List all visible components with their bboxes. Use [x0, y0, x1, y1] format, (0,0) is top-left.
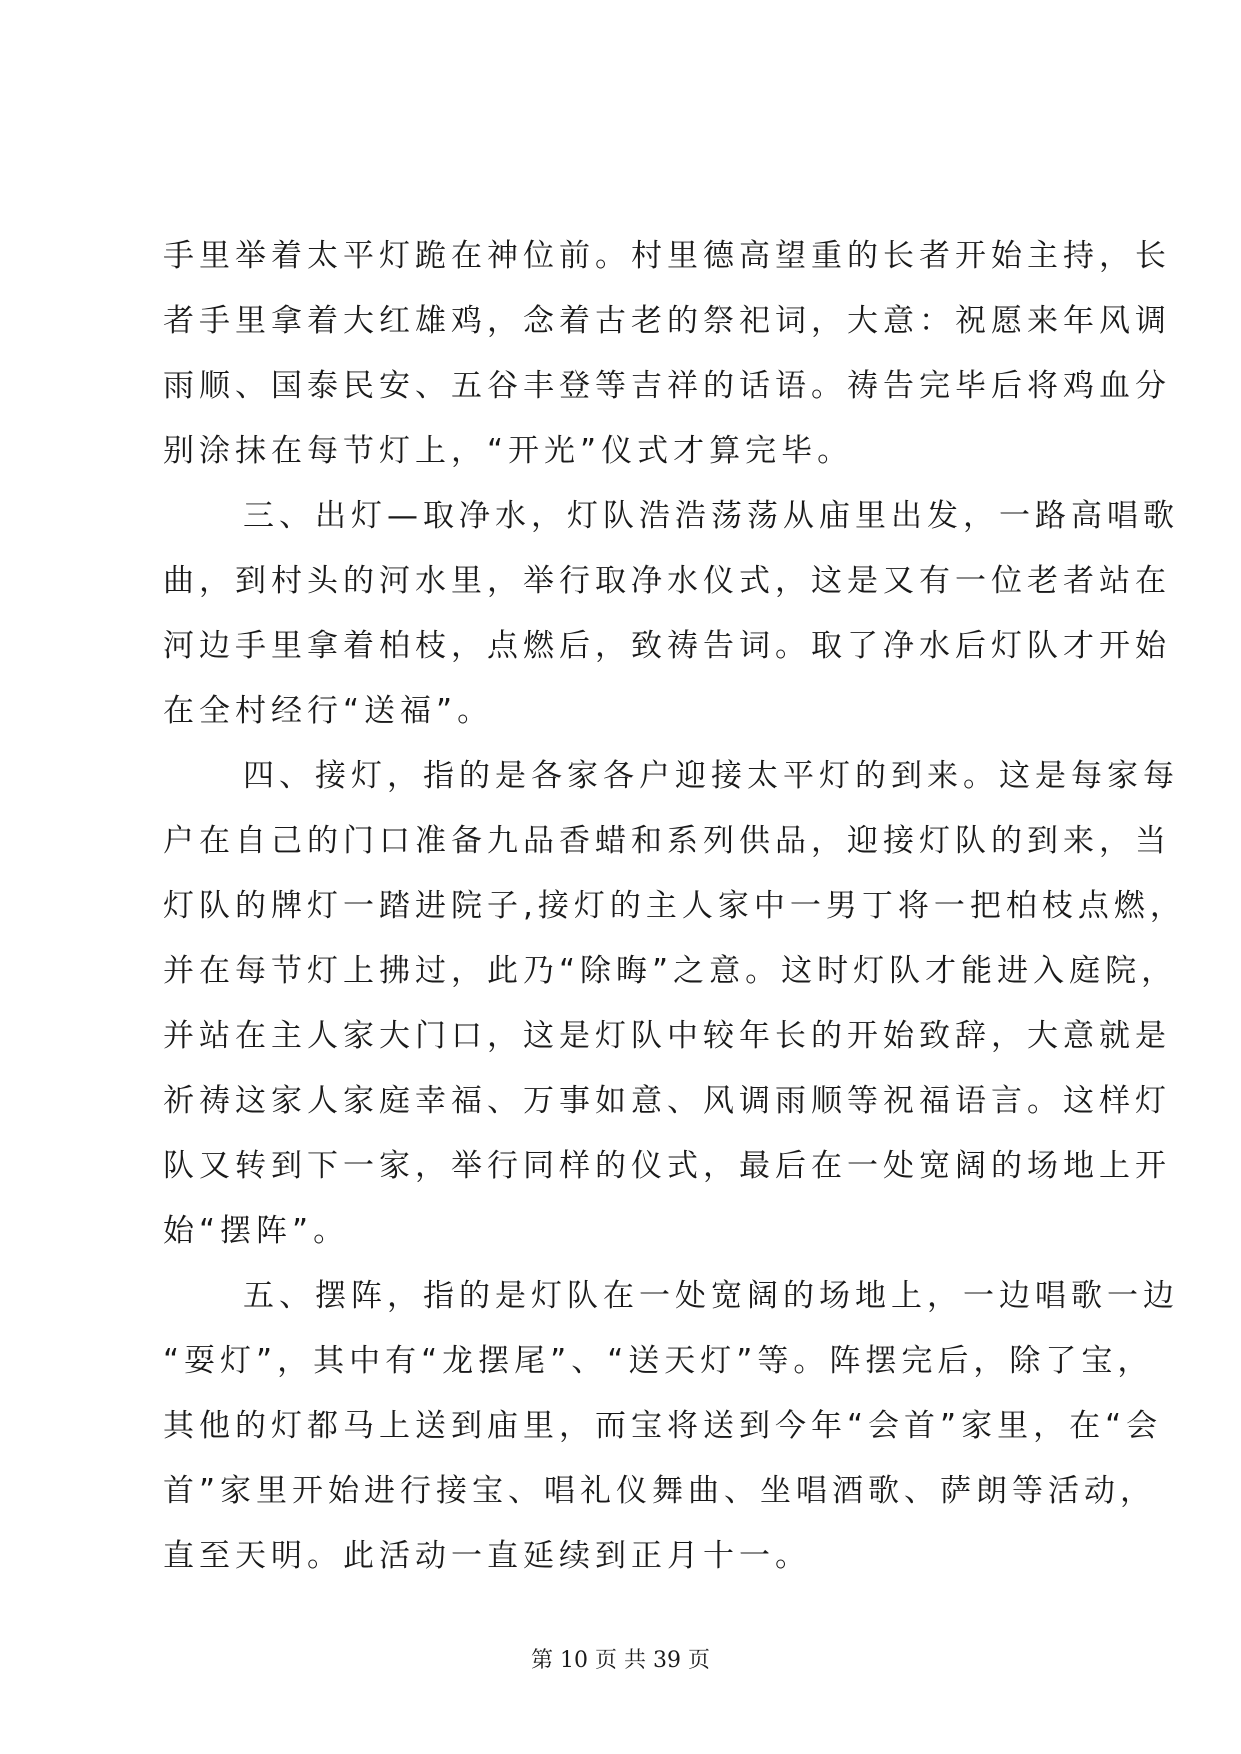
text-line: 祈祷这家人家庭幸福、万事如意、风调雨顺等祝福语言。这样灯: [163, 1083, 1171, 1119]
text-line: 五、摆阵，指的是灯队在一处宽阔的场地上，一边唱歌一边: [243, 1278, 1179, 1314]
text-line: 手里举着太平灯跪在神位前。村里德高望重的长者开始主持，长: [163, 238, 1171, 274]
text-line: 其他的灯都马上送到庙里，而宝将送到今年“会首”家里，在“会: [163, 1408, 1163, 1444]
body-text: [163, 224, 1186, 1589]
text-line: 始“摆阵”。: [163, 1213, 350, 1249]
text-line: 者手里拿着大红雄鸡，念着古老的祭祀词，大意：祝愿来年风调: [163, 303, 1171, 339]
text-line: 并站在主人家大门口，这是灯队中较年长的开始致辞，大意就是: [163, 1018, 1171, 1054]
text-line: 别涂抹在每节灯上，“开光”仪式才算完毕。: [163, 433, 854, 469]
text-line: 三、出灯—取净水，灯队浩浩荡荡从庙里出发，一路高唱歌: [243, 498, 1179, 534]
text-line: “耍灯”，其中有“龙摆尾”、“送天灯”等。阵摆完后，除了宝，: [163, 1343, 1154, 1379]
text-line: 曲，到村头的河水里，举行取净水仪式，这是又有一位老者站在: [163, 563, 1171, 599]
text-line: 在全村经行“送福”。: [163, 693, 494, 729]
text-line: 雨顺、国泰民安、五谷丰登等吉祥的话语。祷告完毕后将鸡血分: [163, 368, 1171, 404]
text-line: 并在每节灯上拂过，此乃“除晦”之意。这时灯队才能进入庭院，: [163, 953, 1178, 989]
text-line: 灯队的牌灯一踏进院子,接灯的主人家中一男丁将一把柏枝点燃，: [163, 888, 1186, 924]
text-line: 首”家里开始进行接宝、唱礼仪舞曲、坐唱酒歌、萨朗等活动，: [163, 1473, 1157, 1509]
text-line: 户在自己的门口准备九品香蜡和系列供品，迎接灯队的到来，当: [163, 823, 1171, 859]
text-line: 河边手里拿着柏枝，点燃后，致祷告词。取了净水后灯队才开始: [163, 628, 1171, 664]
text-line: 四、接灯，指的是各家各户迎接太平灯的到来。这是每家每: [243, 758, 1179, 794]
page-number-footer: 第 10 页 共 39 页: [531, 1648, 710, 1673]
text-line: 队又转到下一家，举行同样的仪式，最后在一处宽阔的场地上开: [163, 1148, 1171, 1184]
text-line: 直至天明。此活动一直延续到正月十一。: [163, 1538, 811, 1574]
